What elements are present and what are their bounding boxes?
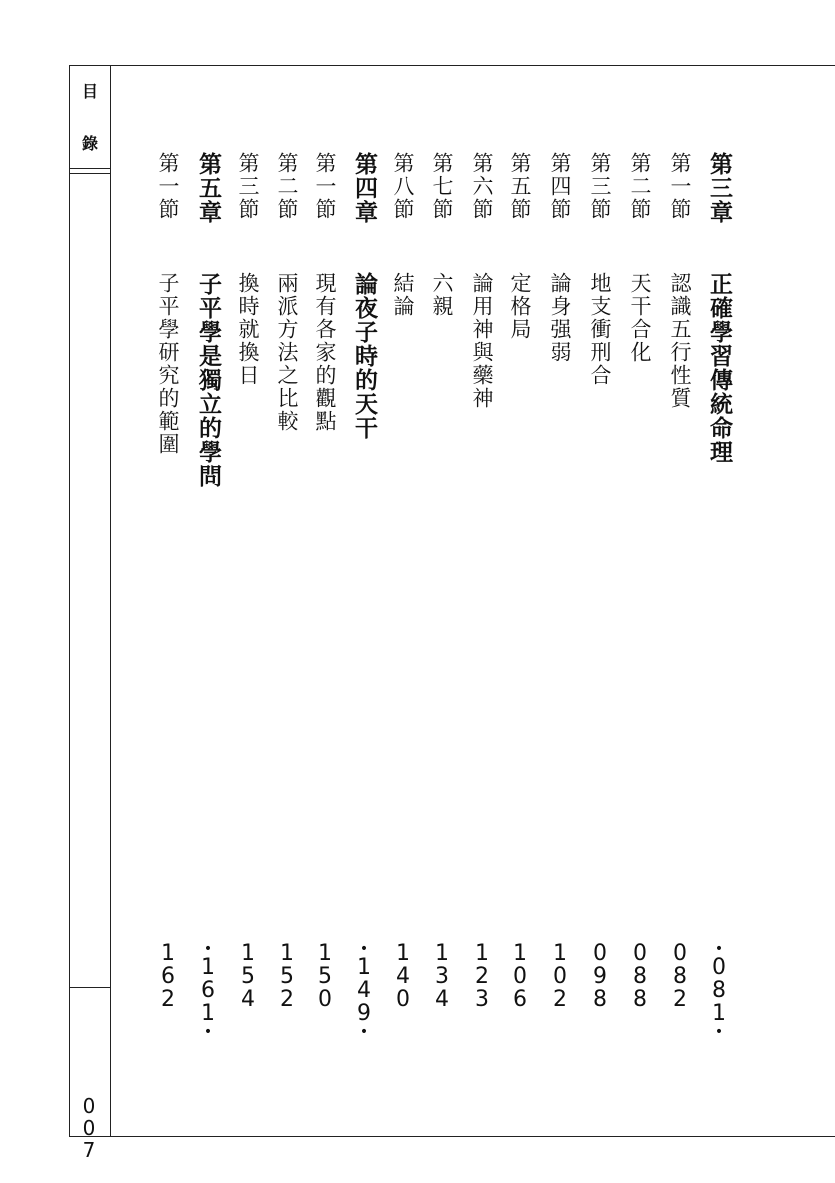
sidebar-divider (69, 987, 111, 988)
toc-entry-marker: 第一節 (668, 152, 692, 221)
toc-entry-marker: 第三節 (236, 152, 260, 221)
toc-entry-title: 換時就換日 (236, 272, 260, 387)
toc-entry-page: 0 8 8 (633, 941, 647, 1012)
toc-entry-title: 六親 (430, 272, 454, 318)
toc-entry-title: 認識五行性質 (668, 272, 692, 410)
toc-entry-page: • 1 6 1 • (201, 941, 215, 1040)
toc-entry-page: 1 4 0 (396, 941, 410, 1012)
toc-entry-title: 地支衝刑合 (588, 272, 612, 387)
toc-entry (153, 152, 183, 1042)
toc-entry-title: 論夜子時的天干 (351, 272, 378, 440)
toc-entry-title: 正確學習傳統命理 (706, 272, 733, 464)
toc-entry-page: • 1 4 9 • (357, 941, 371, 1040)
toc-entry (310, 152, 340, 1042)
sidebar-divider (69, 168, 111, 169)
toc-entry (665, 152, 695, 1042)
toc-entry-title: 天干合化 (628, 272, 652, 364)
toc-entry-marker: 第三節 (588, 152, 612, 221)
toc-entry-page: 1 3 4 (435, 941, 449, 1012)
toc-entry-title: 結論 (391, 272, 415, 318)
toc-entry-title: 現有各家的觀點 (313, 272, 337, 433)
toc-entry-marker: 第一節 (313, 152, 337, 221)
toc-entry-page: 1 5 0 (318, 941, 332, 1012)
toc-entry (625, 152, 655, 1042)
toc-entry-marker: 第一節 (156, 152, 180, 221)
toc-entry (388, 152, 418, 1042)
toc-entry (545, 152, 575, 1042)
toc-entry-title: 子平學研究的範圍 (156, 272, 180, 456)
toc-entry-marker: 第四章 (351, 152, 378, 224)
toc-entry-marker: 第二節 (275, 152, 299, 221)
sidebar-label-bottom: 錄 (81, 134, 98, 153)
toc-entry (349, 152, 379, 1042)
page-number: 0 0 7 (82, 1094, 96, 1162)
toc-entry-page: 1 5 2 (280, 941, 294, 1012)
toc-entry-title: 子平學是獨立的學問 (195, 272, 222, 488)
toc-entry-page: 1 5 4 (241, 941, 255, 1012)
toc-entry-page: 1 0 2 (553, 941, 567, 1012)
toc-entry (704, 152, 734, 1042)
toc-entry-title: 論用神與藥神 (470, 272, 494, 410)
toc-entry-marker: 第八節 (391, 152, 415, 221)
sidebar-label-top: 目 (81, 82, 98, 101)
toc-entry (427, 152, 457, 1042)
toc-entry-marker: 第四節 (548, 152, 572, 221)
toc-entry (585, 152, 615, 1042)
toc-entry-marker: 第二節 (628, 152, 652, 221)
toc-entry-marker: 第五節 (508, 152, 532, 221)
sidebar (69, 65, 111, 1162)
toc-entry-title: 定格局 (508, 272, 532, 341)
toc-entry-page: 0 8 2 (673, 941, 687, 1012)
toc-entry-title: 兩派方法之比較 (275, 272, 299, 433)
toc-entry-marker: 第三章 (706, 152, 733, 224)
toc-entry-title: 論身强弱 (548, 272, 572, 364)
toc-entry (272, 152, 302, 1042)
sidebar-divider (69, 173, 111, 174)
toc-entry-page: 1 2 3 (475, 941, 489, 1012)
toc-entry (193, 152, 223, 1042)
toc-entry (505, 152, 535, 1042)
toc-entry-page: 0 9 8 (593, 941, 607, 1012)
toc-entry-marker: 第五章 (195, 152, 222, 224)
toc-entry-marker: 第七節 (430, 152, 454, 221)
toc-entry-page: • 0 8 1 • (712, 941, 726, 1040)
toc-entry-page: 1 6 2 (161, 941, 175, 1012)
toc-entry-page: 1 0 6 (513, 941, 527, 1012)
toc-entry (467, 152, 497, 1042)
toc-entry (233, 152, 263, 1042)
toc-entry-marker: 第六節 (470, 152, 494, 221)
